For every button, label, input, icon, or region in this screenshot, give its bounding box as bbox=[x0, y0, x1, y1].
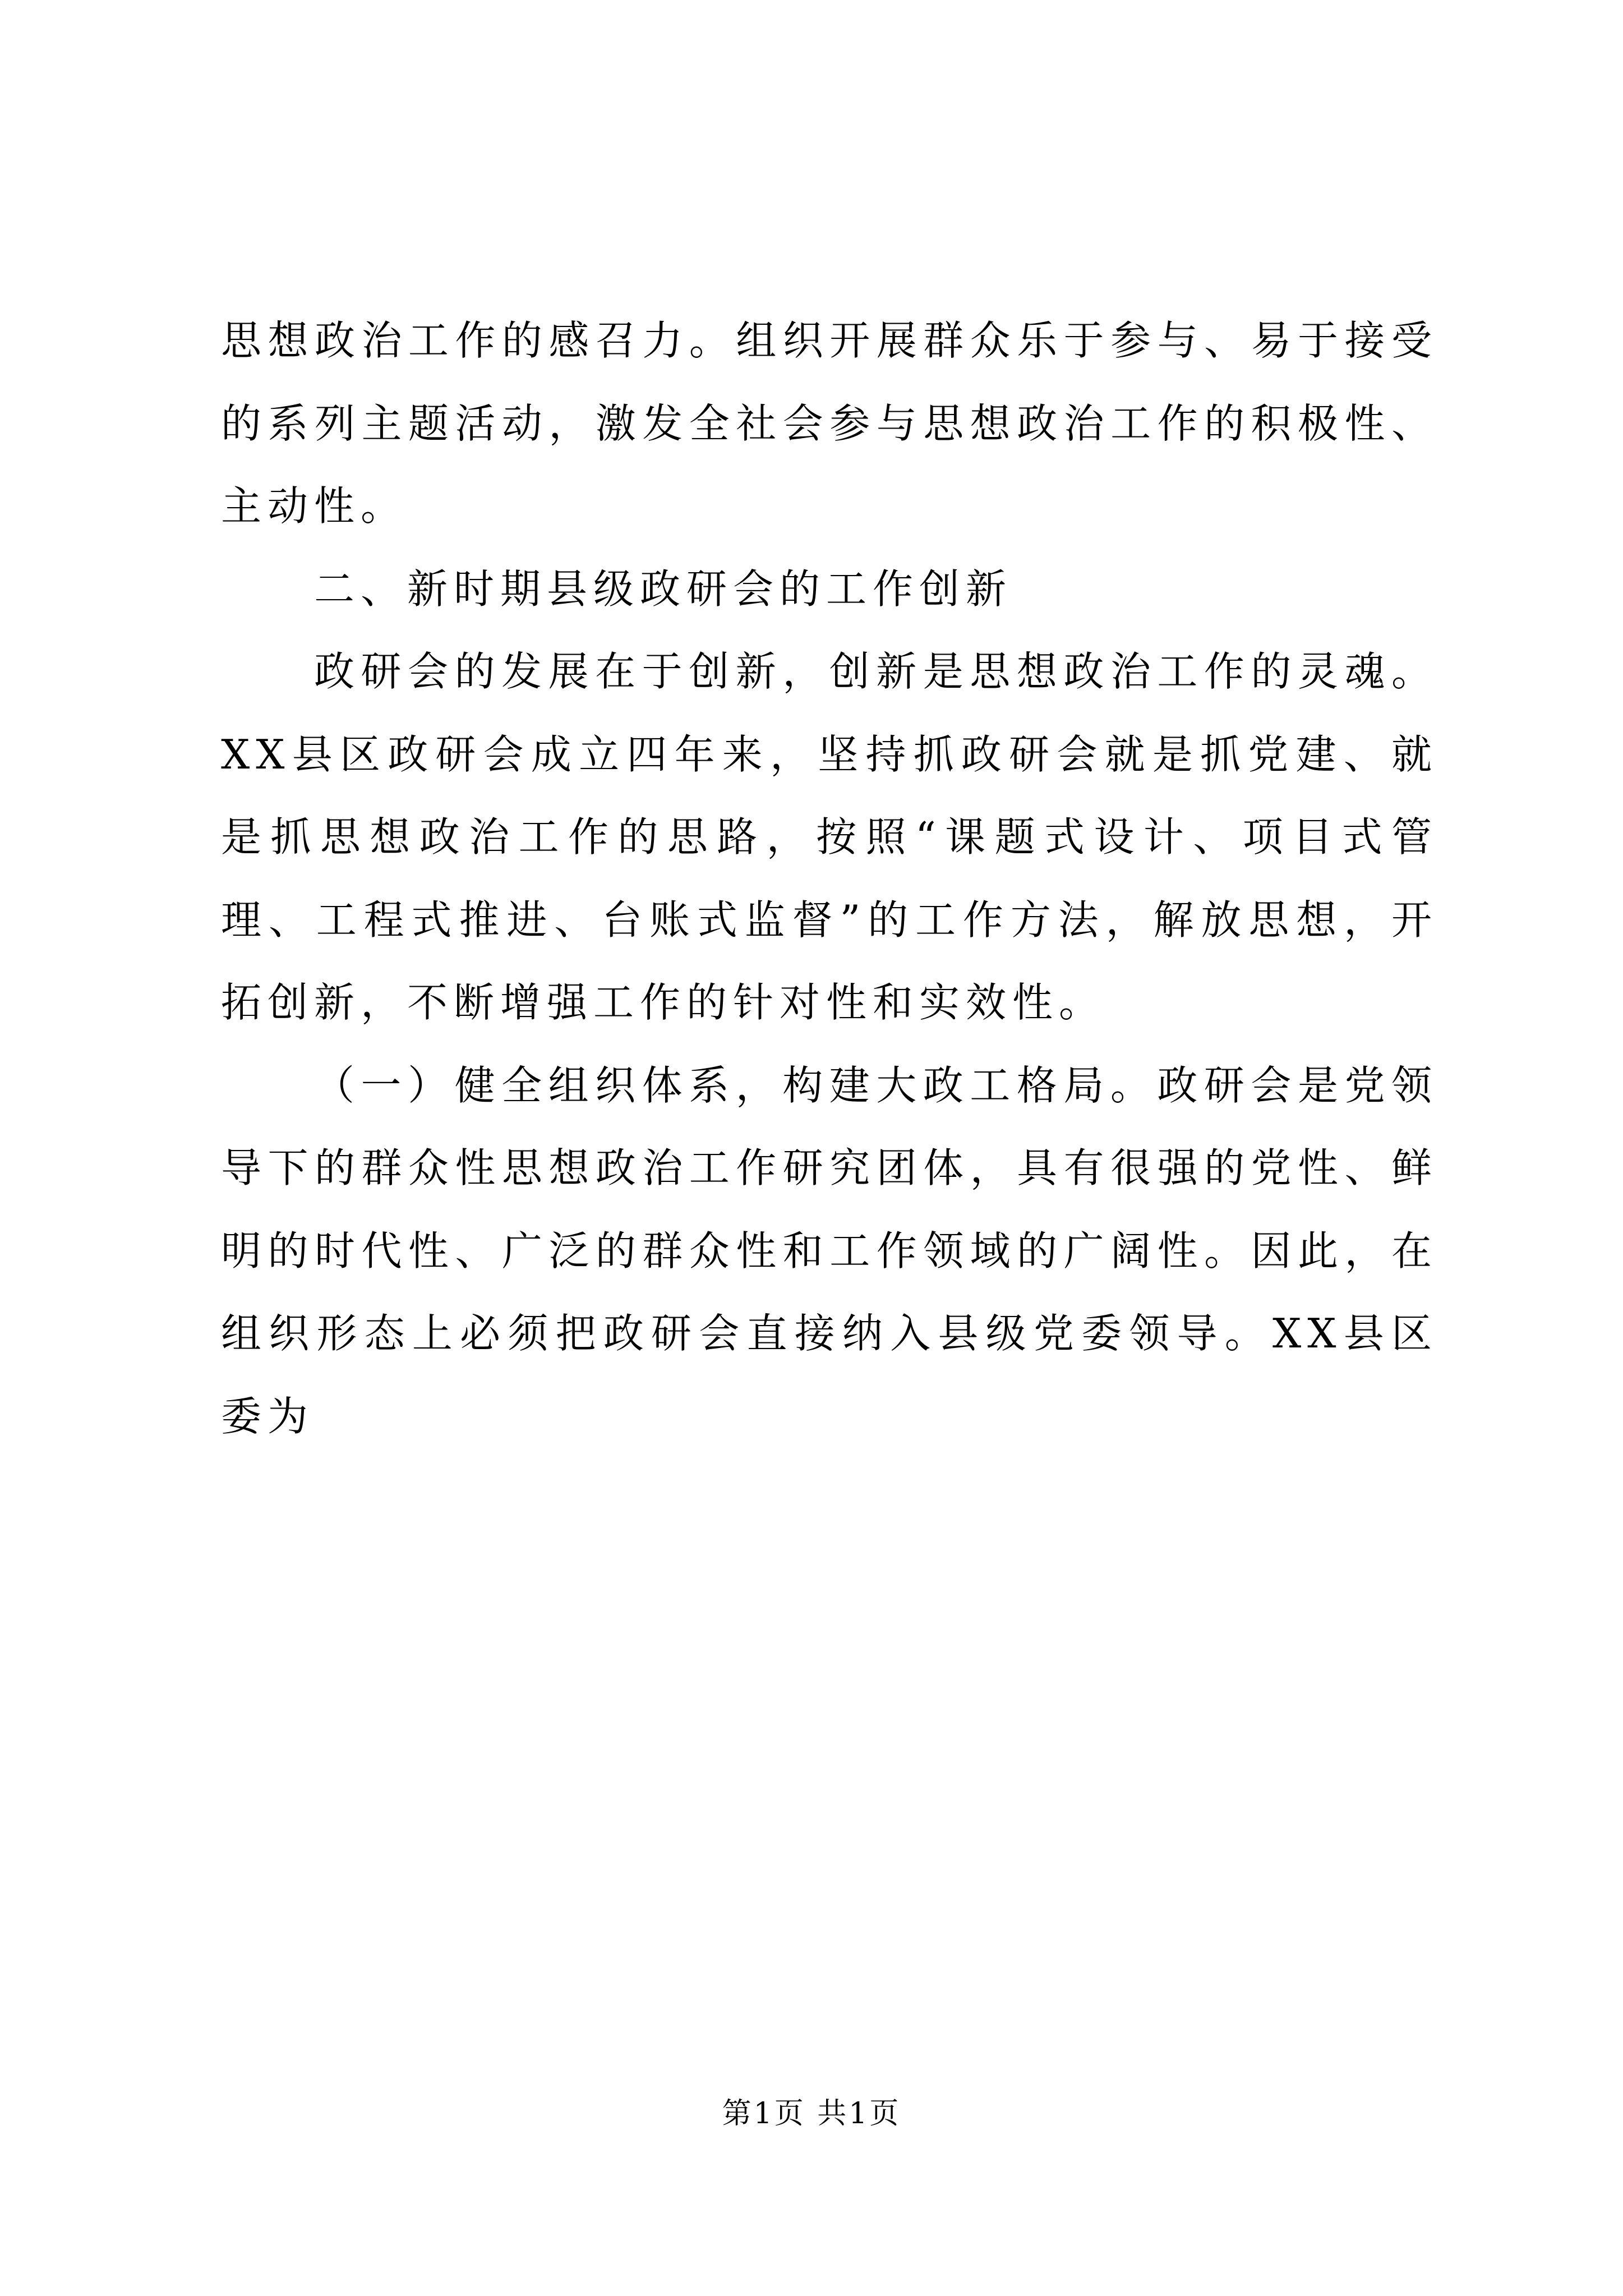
page-number: 第1页 共1页 bbox=[722, 2097, 901, 2131]
paragraph-innovation: 政研会的发展在于创新，创新是思想政治工作的灵魂。XX县区政研会成立四年来，坚持抓政研会就是抓党建、就是抓思想政治工作的思路，按照“课题式设计、项目式管理、工程式推进、台账式监督”的工作方法，解放思想，开拓创新，不断增强工作的针对性和实效性。 bbox=[221, 648, 1438, 1026]
paragraph-continuation: 思想政治工作的感召力。组织开展群众乐于参与、易于接受的系列主题活动，激发全社会参与思想政治工作的积极性、主动性。 bbox=[221, 317, 1438, 530]
section-heading: 二、新时期县级政研会的工作创新 bbox=[314, 565, 1013, 613]
document-body bbox=[221, 300, 1438, 1458]
paragraph-organization: （一）健全组织体系，构建大政工格局。政研会是党领导下的群众性思想政治工作研究团体，具有很强的党性、鲜明的时代性、广泛的群众性和工作领域的广阔性。因此，在组织形态上必须把政研会直接纳入县级党委领导。XX县区委为 bbox=[221, 1061, 1438, 1440]
